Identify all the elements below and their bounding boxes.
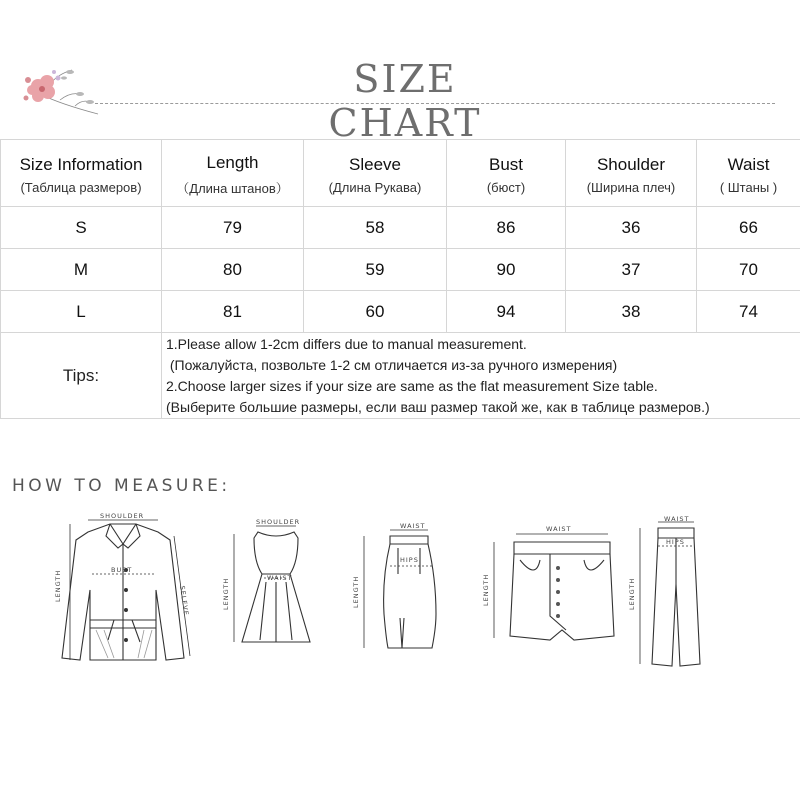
sleeve-cell: 60 [304,291,447,333]
dress-length-label: LENGTH [222,577,230,610]
size-table [0,139,800,419]
tip-line: 2.Choose larger sizes if your size are same as the flat measurement Size table. [166,377,658,394]
table-header-row [1,140,800,207]
waist-cell: 66 [697,207,800,249]
table-row [1,249,800,291]
jacket-length-label: LENGTH [54,569,62,602]
header-cell: Size Information (Таблица размеров) [1,140,162,207]
tips-text [162,333,800,419]
skirt-length-label: LENGTH [352,575,360,608]
table-row [1,291,800,333]
header [0,0,800,145]
how-to-measure-heading: HOW TO MEASURE: [12,476,231,496]
shoulder-cell: 36 [566,207,697,249]
sleeve-cell: 58 [304,207,447,249]
size-cell: S [1,207,162,249]
dress-diagram [206,514,326,652]
table-row [1,207,800,249]
bust-cell: 94 [447,291,566,333]
title-divider [95,103,775,104]
page-title: SIZE CHART [328,57,482,145]
sleeve-cell: 59 [304,249,447,291]
header-cell: Bust (бюст) [447,140,566,207]
length-cell: 80 [162,249,304,291]
jacket-bust-label: BUST [111,566,133,574]
tip-line: 1.Please allow 1-2cm differs due to manual measurement. [166,335,527,352]
waist-cell: 74 [697,291,800,333]
shoulder-cell: 37 [566,249,697,291]
skirt-waist-label: WAIST [400,522,426,530]
tip-line: (Пожалуйста, позвольте 1-2 см отличается из-за ручного измерения) [166,356,618,373]
header-cell: Shoulder (Ширина плеч) [566,140,697,207]
pants-diagram [624,514,724,670]
header-cell: Sleeve (Длина Рукава) [304,140,447,207]
jacket-sleeve-label: SELEVE [178,585,191,617]
tips-row [1,333,800,419]
bust-cell: 86 [447,207,566,249]
skirt-hips-label: HIPS [400,556,419,564]
pants-waist-label: WAIST [664,515,690,523]
dress-shoulder-label: SHOULDER [256,518,301,526]
header-cell: Waist ( Штаны ) [697,140,800,207]
shorts-length-label: LENGTH [482,573,490,606]
length-cell: 79 [162,207,304,249]
shorts-diagram [480,520,630,650]
bust-cell: 90 [447,249,566,291]
jacket-diagram [48,510,198,670]
size-cell: L [1,291,162,333]
shorts-waist-label: WAIST [546,525,572,533]
jacket-shoulder-label: SHOULDER [100,512,145,520]
dress-waist-label: WAIST [267,574,293,582]
shoulder-cell: 38 [566,291,697,333]
pants-hips-label: HIPS [666,538,685,546]
waist-cell: 70 [697,249,800,291]
header-cell: Length （Длина штанов） [162,140,304,207]
pants-length-label: LENGTH [628,577,636,610]
tip-line: (Выберите большие размеры, если ваш размер такой же, как в таблице размеров.) [166,398,710,415]
tips-label: Tips: [1,333,162,419]
skirt-diagram [342,518,452,658]
size-cell: M [1,249,162,291]
flower-decoration [20,64,102,119]
length-cell: 81 [162,291,304,333]
